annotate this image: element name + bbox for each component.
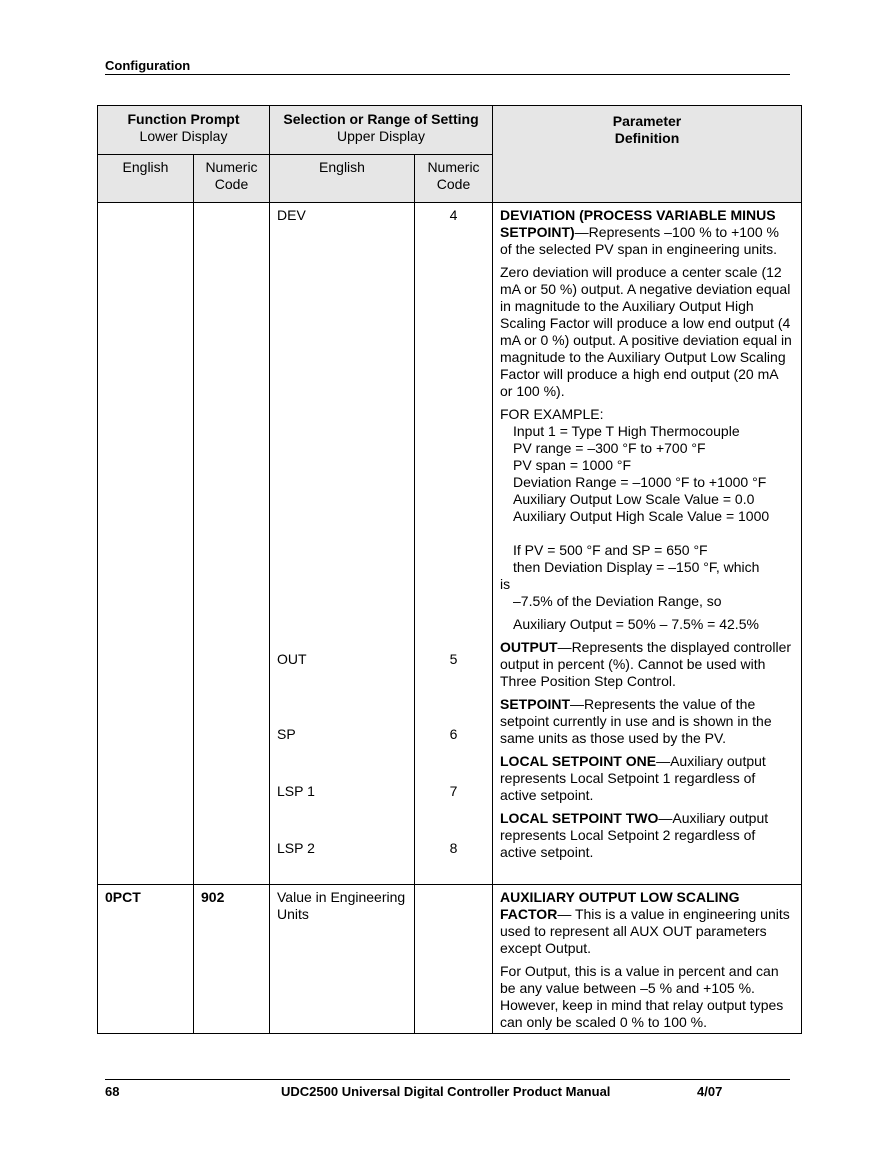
lsp2-definition: LOCAL SETPOINT TWO—Auxiliary output represents Local Setpoint 2 regardless of active setpoint. [500, 810, 769, 860]
option-dev: DEV [277, 207, 306, 223]
function-prompt-header: Function Prompt Lower Display [98, 106, 270, 155]
section-header: Configuration [105, 58, 191, 73]
option-lsp1: LSP 1 [277, 783, 315, 799]
code-out: 5 [449, 651, 458, 667]
numeric-code-header-2: Numeric Code [415, 155, 493, 203]
selection-english-cell [270, 203, 415, 885]
dev-definition: DEVIATION (PROCESS VARIABLE MINUS SETPOINT)—Represents –100 % to +100 % of the selected PV span in engineering units. [500, 207, 779, 257]
parameter-table [97, 105, 802, 1034]
table-row [98, 203, 802, 885]
footer-rule [105, 1079, 790, 1080]
out-definition: OUTPUT—Represents the displayed controller output in percent (%). Cannot be used with Three Position Step Control. [500, 639, 792, 689]
english-header-2: English [270, 155, 415, 203]
aux-low-scaling-definition-cell [493, 885, 802, 1034]
selection-value-eng-units: Value in Engineering Units [270, 885, 415, 1034]
page-number: 68 [105, 1084, 120, 1099]
dev-aux-output-result: Auxiliary Output = 50% – 7.5% = 42.5% [513, 616, 759, 632]
code-902: 902 [194, 885, 270, 1034]
english-header-1: English [98, 155, 194, 203]
selection-code-cell [415, 203, 493, 885]
table-header-row [98, 106, 802, 155]
aux-low-scaling-output-note: For Output, this is a value in percent and can be any value between –5 % and +105 %. However, keep in mind that relay output types can only be scaled 0 % to 100 %. [500, 963, 784, 1030]
aux-low-scaling-definition: AUXILIARY OUTPUT LOW SCALING FACTOR— This is a value in engineering units used to represent all AUX OUT parameters except Output. [500, 889, 790, 956]
option-out: OUT [277, 651, 307, 667]
prompt-0pct: 0PCT [98, 885, 194, 1034]
dev-example: FOR EXAMPLE: Input 1 = Type T High Thermocouple PV range = –300 °F to +700 °F PV span = 1000 °F Deviation Range = –1000 °F to +1000 °F Auxiliary Output Low Scale Value = 0.0 Auxiliary Output High Scale Value = 1000 If PV = 500 °F and SP = 650 °F then Deviation Display = –150 °F, which is –7.5% of the Deviation Range, so [500, 406, 770, 609]
code-cell-empty [194, 203, 270, 885]
header-rule [105, 74, 790, 75]
dev-zero-deviation-text: Zero deviation will produce a center scale (12 mA or 50 %) output. A negative deviation equal in magnitude to the Auxiliary Output High Scaling Factor will produce a low end output (4 mA or 0 %) output. A positive deviation equal in magnitude to the Auxiliary Output Low Scaling Factor will produce a high end output (20 mA or 100 %). [500, 264, 792, 399]
option-lsp2: LSP 2 [277, 840, 315, 856]
option-sp: SP [277, 726, 296, 742]
publication-date: 4/07 [697, 1084, 723, 1099]
definition-cell [493, 203, 802, 885]
lsp1-definition: LOCAL SETPOINT ONE—Auxiliary output represents Local Setpoint 1 regardless of active setpoint. [500, 753, 766, 803]
selection-range-header: Selection or Range of Setting Upper Display [270, 106, 493, 155]
numeric-code-header-1: Numeric Code [194, 155, 270, 203]
parameter-definition-header: Parameter Definition [493, 106, 802, 203]
code-lsp2: 8 [449, 840, 458, 856]
sp-definition: SETPOINT—Represents the value of the setpoint currently in use and is shown in the same units as those used by the PV. [500, 696, 772, 746]
manual-title: UDC2500 Universal Digital Controller Product Manual [281, 1084, 611, 1099]
table-row [98, 885, 802, 1034]
code-sp: 6 [449, 726, 458, 742]
code-lsp1: 7 [449, 783, 458, 799]
code-dev: 4 [449, 207, 458, 223]
prompt-cell-empty [98, 203, 194, 885]
selection-code-empty [415, 885, 493, 1034]
